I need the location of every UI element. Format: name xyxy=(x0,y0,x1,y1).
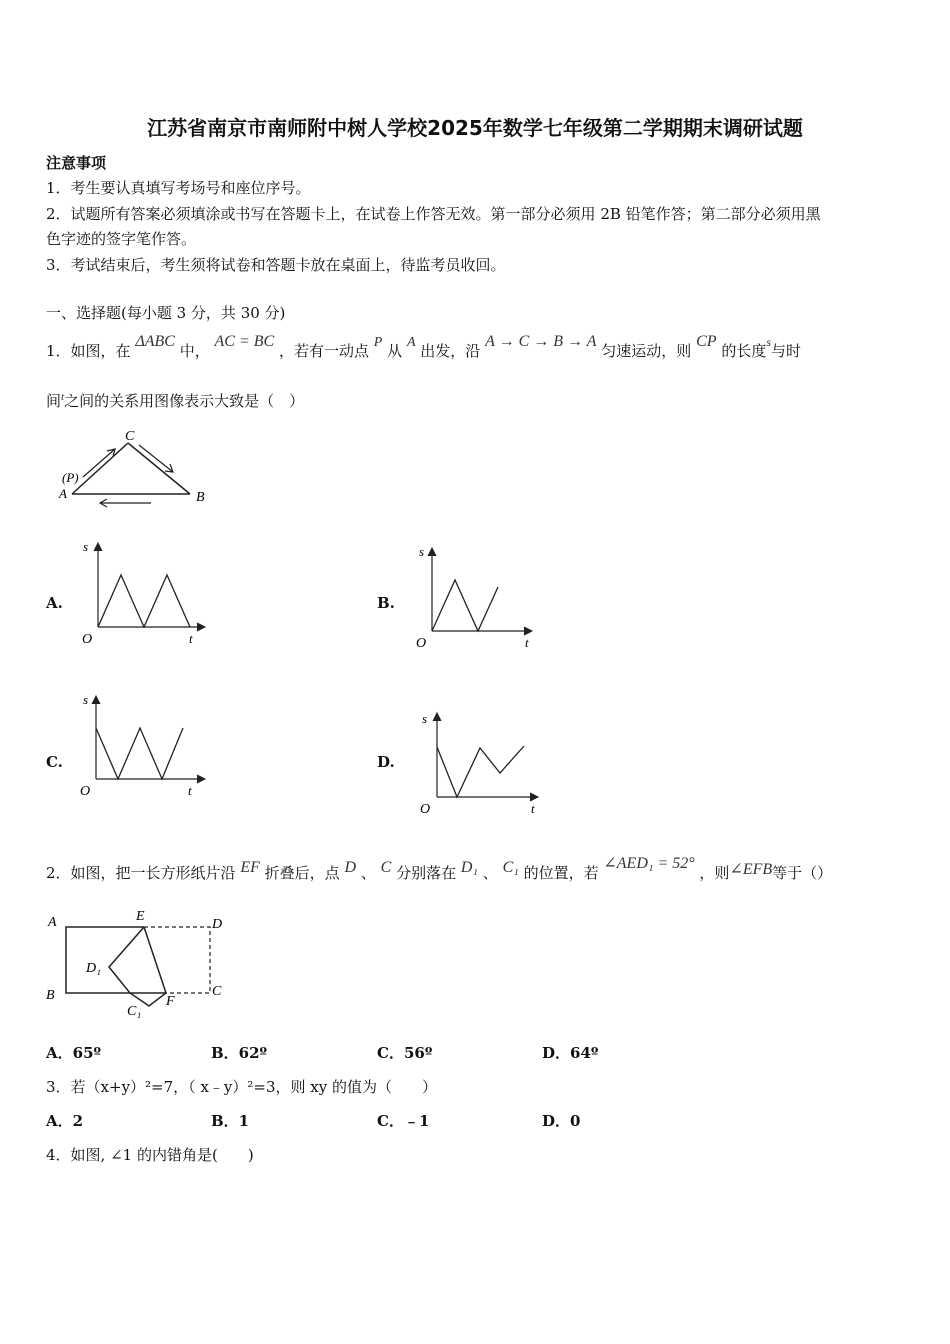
math-expr: CP xyxy=(696,333,717,350)
notice-item: 2．试题所有答案必须填涂或书写在答题卡上，在试卷上作答无效。第一部分必须用 2B 铅笔作答；第二部分必须用黑 xyxy=(46,205,821,223)
q3-option-b[interactable]: B．1 xyxy=(211,1112,250,1130)
math-expr: D xyxy=(344,859,357,876)
rectangle-left xyxy=(66,927,144,993)
option-a-label[interactable]: A. xyxy=(46,594,63,612)
label-b: B xyxy=(196,490,205,505)
notice-item: 色字迹的签字笔作答。 xyxy=(46,230,197,248)
axis-label-t: t xyxy=(531,801,535,816)
rectangle-right-dashed xyxy=(144,927,210,993)
folded-part xyxy=(109,927,166,1006)
origin-label: O xyxy=(420,802,431,817)
label-d: D xyxy=(212,917,223,932)
x-axis-arrow xyxy=(197,623,205,631)
question-1-text xyxy=(46,333,802,361)
x-axis-arrow xyxy=(530,793,538,801)
question-number: 1． xyxy=(46,342,71,360)
side-ac xyxy=(72,443,128,494)
q3-option-d[interactable]: D．0 xyxy=(542,1112,581,1130)
q-text: 出发，沿 xyxy=(420,342,481,360)
notice-item: 1．考生要认真填写考场号和座位序号。 xyxy=(46,179,311,197)
axis-label-s: s xyxy=(422,711,428,726)
question-3-text: 3．若（x+y）²=7，（ x﹣y）²=3，则 xy 的值为（ ） xyxy=(46,1078,437,1096)
side-cb xyxy=(128,443,190,494)
y-axis-arrow xyxy=(433,713,441,721)
graph-line xyxy=(98,575,190,627)
q-text: ，则 xyxy=(699,864,730,882)
notice-heading: 注意事项 xyxy=(46,154,107,172)
axis-label-s: s xyxy=(83,692,89,707)
graph-line xyxy=(96,728,183,779)
math-expr: s xyxy=(766,335,771,349)
q-text: 折叠后，点 xyxy=(264,864,340,882)
q-text: ，若有一动点 xyxy=(279,342,370,360)
label-c: C xyxy=(212,984,222,999)
fold-figure xyxy=(42,905,242,1025)
label-d1: D₁ xyxy=(86,961,101,976)
q2-option-a[interactable]: A．65º xyxy=(46,1044,102,1062)
q-text: 分别落在 xyxy=(396,864,457,882)
q2-option-b[interactable]: B．62º xyxy=(211,1044,268,1062)
q-text: 如图，在 xyxy=(70,342,131,360)
label-b: B xyxy=(46,988,55,1003)
math-expr: ΔABC xyxy=(135,333,175,350)
origin-label: O xyxy=(80,784,91,799)
label-f: F xyxy=(166,994,175,1009)
option-a-graph[interactable] xyxy=(78,535,218,650)
question-2-text xyxy=(46,855,833,883)
x-axis-arrow xyxy=(197,775,205,783)
label-c1: C₁ xyxy=(127,1004,142,1019)
option-c-graph[interactable] xyxy=(78,688,218,803)
q-text: 的位置，若 xyxy=(523,864,599,882)
section-heading: 一、选择题(每小题 3 分，共 30 分) xyxy=(46,304,286,322)
graph-line xyxy=(437,746,524,797)
question-4-text: 4．如图, ∠1 的内错角是( ) xyxy=(46,1146,254,1164)
q-text: 之间的关系用图像表示大致是（ ） xyxy=(64,392,305,410)
label-p: (P) xyxy=(62,470,79,485)
axis-label-t: t xyxy=(189,631,193,646)
option-d-label[interactable]: D. xyxy=(377,753,395,771)
option-c-label[interactable]: C. xyxy=(46,753,63,771)
label-a: A xyxy=(48,915,57,930)
math-expr: A → C → B → A xyxy=(485,333,597,350)
option-b-label[interactable]: B. xyxy=(377,594,395,612)
notice-item: 3．考试结束后，考生须将试卷和答题卡放在桌面上，待监考员收回。 xyxy=(46,256,506,274)
math-expr: EF xyxy=(240,859,260,876)
q-text: 的长度 xyxy=(721,342,767,360)
y-axis-arrow xyxy=(428,548,436,556)
math-expr: A xyxy=(406,335,416,350)
math-expr: AC = BC xyxy=(214,333,275,350)
y-axis-arrow xyxy=(94,543,102,551)
label-a: A xyxy=(59,486,67,501)
q-text: 如图，把一长方形纸片沿 xyxy=(70,864,236,882)
question-1-text-line2 xyxy=(46,390,304,411)
q-text: 、 xyxy=(482,864,498,882)
option-b-graph[interactable] xyxy=(412,540,552,655)
triangle-figure xyxy=(55,425,215,515)
axis-label-s: s xyxy=(419,544,425,559)
axis-label-t: t xyxy=(525,635,529,650)
q-text: 、 xyxy=(360,864,376,882)
question-number: 2． xyxy=(46,864,71,882)
q2-option-d[interactable]: D．64º xyxy=(542,1044,599,1062)
arrow-cb xyxy=(139,445,173,472)
axis-label-s: s xyxy=(83,539,89,554)
q-text: 与时 xyxy=(771,342,802,360)
q-text: 间 xyxy=(46,392,62,410)
page-title: 江苏省南京市南师附中树人学校2025年数学七年级第二学期期末调研试题 xyxy=(147,116,803,140)
label-e: E xyxy=(136,909,145,924)
math-expr: t xyxy=(61,391,65,403)
origin-label: O xyxy=(416,636,427,651)
q2-option-c[interactable]: C．56º xyxy=(377,1044,433,1062)
option-d-graph[interactable] xyxy=(418,705,558,820)
math-expr: C xyxy=(380,859,392,876)
math-expr: P xyxy=(373,335,383,350)
math-expr: D₁ xyxy=(460,859,478,876)
q-text: 从 xyxy=(387,342,403,360)
q3-option-a[interactable]: A．2 xyxy=(46,1112,84,1130)
graph-line xyxy=(432,580,498,631)
y-axis-arrow xyxy=(92,696,100,704)
math-expr: ∠AED₁ = 52° xyxy=(603,855,695,872)
q-text: 等于（） xyxy=(772,864,833,882)
math-expr: ∠EFB xyxy=(729,861,773,878)
q-text: 中， xyxy=(179,342,210,360)
q3-option-c[interactable]: C．﹣1 xyxy=(377,1112,430,1130)
origin-label: O xyxy=(82,632,93,647)
q-text: 匀速运动，则 xyxy=(601,342,692,360)
arrow-ac xyxy=(83,449,115,477)
label-c: C xyxy=(125,429,135,444)
axis-label-t: t xyxy=(188,783,192,798)
x-axis-arrow xyxy=(524,627,532,635)
math-expr: C₁ xyxy=(502,859,519,876)
